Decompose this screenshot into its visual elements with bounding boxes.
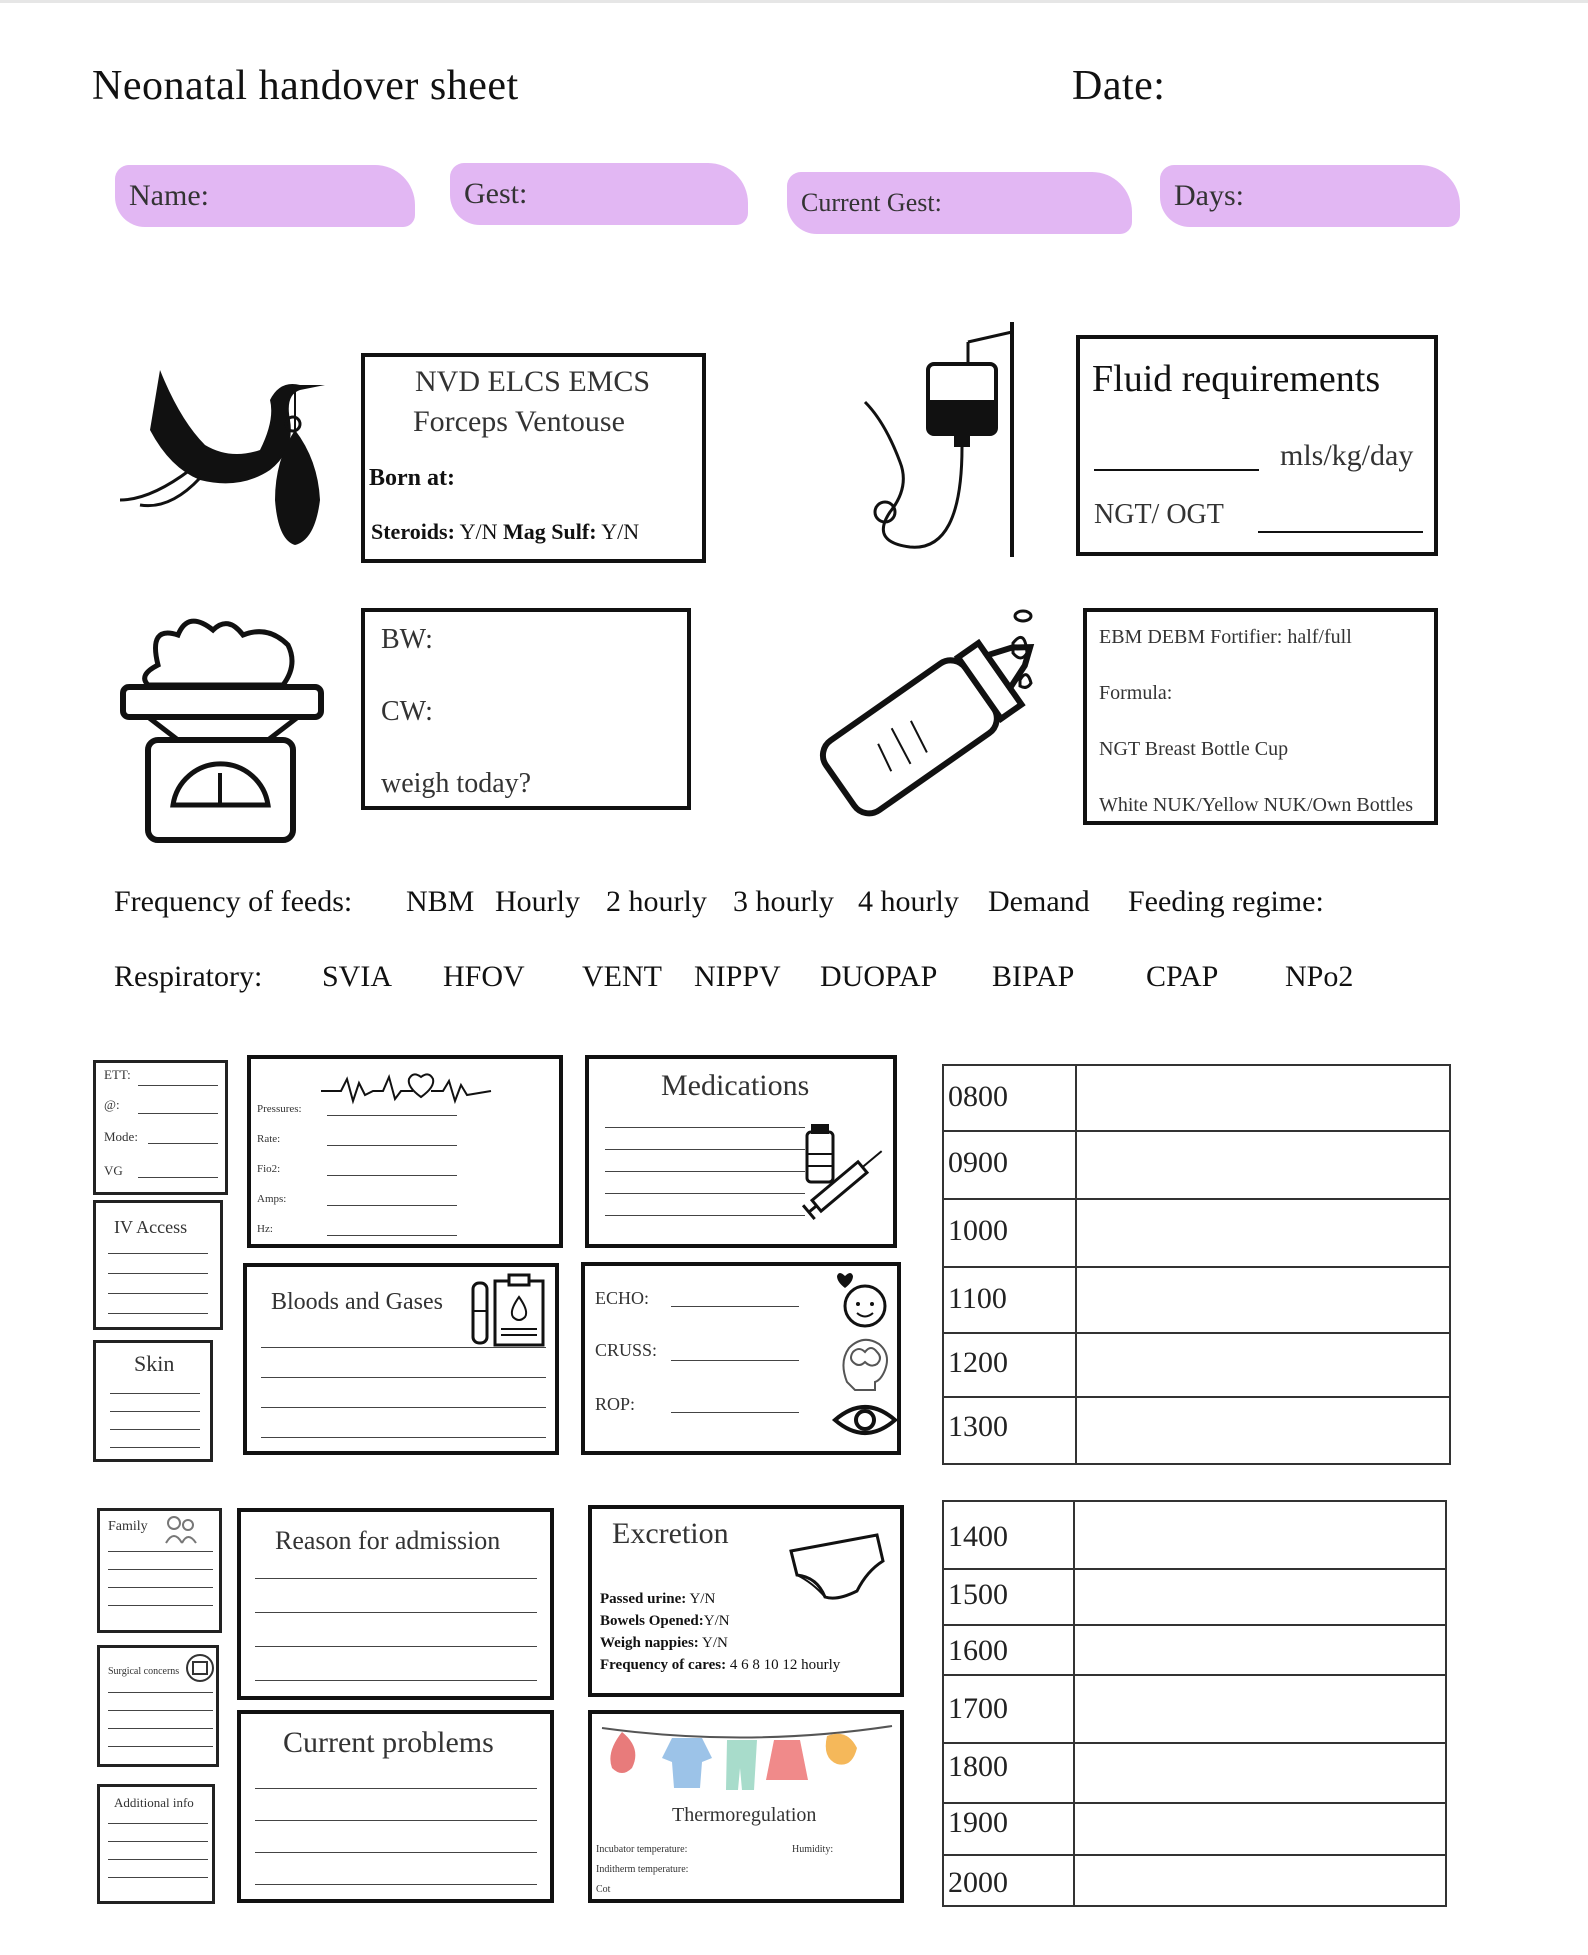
fluid-unit: mls/kg/day [1280,439,1414,472]
current-problems-label: Current problems [283,1726,494,1759]
reason-admission-box [237,1508,554,1700]
time-1700: 1700 [948,1692,1008,1725]
weigh-nappies-line: Weigh nappies: Y/N [600,1635,728,1651]
page-title: Neonatal handover sheet [92,63,519,109]
current-gest-field[interactable]: Current Gest: [787,172,1132,234]
additional-info-label: Additional info [114,1795,194,1810]
bloods-label: Bloods and Gases [271,1289,443,1315]
clothesline-icon [602,1718,892,1798]
freq-2-hourly[interactable]: 2 hourly [606,885,707,918]
time-1400: 1400 [948,1520,1008,1553]
resp-hfov[interactable]: HFOV [443,960,525,993]
resp-vent[interactable]: VENT [582,960,662,993]
ett-box [93,1060,228,1195]
echo-label: ECHO: [595,1288,649,1308]
ett-label: ETT: [104,1067,131,1082]
inditherm-temp-label: Inditherm temperature: [596,1864,689,1875]
born-at-label: Born at: [369,465,455,491]
milk-type: EBM DEBM Fortifier: half/full [1099,626,1352,648]
baby-scale-icon [118,605,328,845]
thermoregulation-label: Thermoregulation [672,1804,817,1826]
excretion-box [588,1505,904,1697]
resp-nippv[interactable]: NIPPV [694,960,781,993]
excretion-label: Excretion [612,1517,729,1550]
surgical-box [97,1645,219,1767]
vg-label: VG [104,1163,123,1178]
birth-details-box [361,353,706,563]
resp-npo2[interactable]: NPo2 [1285,960,1354,993]
time-1900: 1900 [948,1806,1008,1839]
hz-label: Hz: [257,1223,273,1235]
bandage-icon [184,1652,216,1684]
freq-3-hourly[interactable]: 3 hourly [733,885,834,918]
skin-label: Skin [134,1351,175,1376]
at-label: @: [104,1097,120,1112]
thermoregulation-box [588,1710,904,1903]
freq-nbm[interactable]: NBM [406,885,475,918]
bowels-line: Bowels Opened:Y/N [600,1613,730,1629]
date-label: Date: [1072,63,1166,109]
bw-label: BW: [381,624,433,655]
baby-heart-icon [835,1270,895,1330]
delivery-assist: Forceps Ventouse [413,405,625,438]
medications-label: Medications [661,1069,810,1102]
current-problems-box [237,1710,554,1903]
incubator-temp-label: Incubator temperature: [596,1844,688,1855]
bottle-type: White NUK/Yellow NUK/Own Bottles [1099,794,1414,816]
stork-icon [110,350,330,560]
reason-label: Reason for admission [275,1526,501,1555]
syringe-vial-icon [799,1124,889,1219]
time-1300: 1300 [948,1410,1008,1443]
time-1000: 1000 [948,1214,1008,1247]
family-label: Family [108,1519,148,1534]
skin-box [93,1340,213,1462]
time-1600: 1600 [948,1634,1008,1667]
rop-label: ROP: [595,1394,636,1414]
nappy-icon [787,1531,887,1611]
medications-box [585,1055,897,1248]
cot-label: Cot [596,1884,611,1895]
time-table-pm [942,1500,1447,1907]
fluid-blank[interactable] [1094,469,1259,471]
eye-icon [833,1400,897,1440]
name-field[interactable]: Name: [115,165,415,227]
weigh-today-label: weigh today? [381,768,532,799]
cruss-label: CRUSS: [595,1340,658,1360]
fluid-requirements-box [1076,335,1438,556]
feeding-box [1083,608,1438,825]
fluid-title: Fluid requirements [1092,358,1381,400]
amps-label: Amps: [257,1193,287,1205]
freq-demand[interactable]: Demand [988,885,1090,918]
vent-settings-box [247,1055,563,1248]
feeding-regime-label: Feeding regime: [1128,885,1324,918]
cw-label: CW: [381,696,433,727]
formula-label: Formula: [1099,682,1173,704]
time-0900: 0900 [948,1146,1008,1179]
additional-info-box [97,1784,215,1904]
time-1500: 1500 [948,1578,1008,1611]
steroids-line: Steroids: Y/N Mag Sulf: Y/N [371,519,640,544]
mode-label: Mode: [104,1129,138,1144]
ngt-ogt-label: NGT/ OGT [1094,499,1224,530]
feed-method: NGT Breast Bottle Cup [1099,738,1289,760]
resp-duopap[interactable]: DUOPAP [820,960,938,993]
brain-head-icon [835,1332,895,1392]
frequency-label: Frequency of feeds: [114,885,353,918]
resp-cpap[interactable]: CPAP [1146,960,1219,993]
gest-field[interactable]: Gest: [450,163,748,225]
delivery-modes: NVD ELCS EMCS [415,365,651,398]
family-icon [162,1515,202,1545]
ngt-blank[interactable] [1258,531,1423,533]
fio2-label: Fio2: [257,1163,281,1175]
family-box [97,1508,222,1633]
time-1100: 1100 [948,1282,1007,1315]
surgical-label: Surgical concerns [108,1666,180,1677]
top-border [0,0,1588,3]
resp-bipap[interactable]: BIPAP [992,960,1075,993]
pressures-label: Pressures: [257,1103,302,1115]
time-0800: 0800 [948,1080,1008,1113]
blood-test-icon [469,1271,549,1351]
passed-urine-line: Passed urine: Y/N [600,1591,716,1607]
bloods-gases-box [243,1263,559,1455]
time-1800: 1800 [948,1750,1008,1783]
rate-label: Rate: [257,1133,281,1145]
weight-box [361,608,691,810]
resp-svia[interactable]: SVIA [322,960,393,993]
time-1200: 1200 [948,1346,1008,1379]
respiratory-label: Respiratory: [114,960,263,993]
freq-4-hourly[interactable]: 4 hourly [858,885,959,918]
heartbeat-icon [321,1071,491,1107]
screening-box [581,1262,901,1455]
iv-access-box [93,1200,223,1330]
humidity-label: Humidity: [792,1844,834,1855]
iv-access-label: IV Access [114,1217,188,1237]
baby-bottle-icon [795,608,1045,798]
freq-hourly[interactable]: Hourly [495,885,580,918]
time-table-am [942,1064,1451,1465]
time-2000: 2000 [948,1866,1008,1899]
iv-drip-icon [850,322,1020,572]
cares-frequency-line: Frequency of cares: 4 6 8 10 12 hourly [600,1657,841,1673]
days-field[interactable]: Days: [1160,165,1460,227]
